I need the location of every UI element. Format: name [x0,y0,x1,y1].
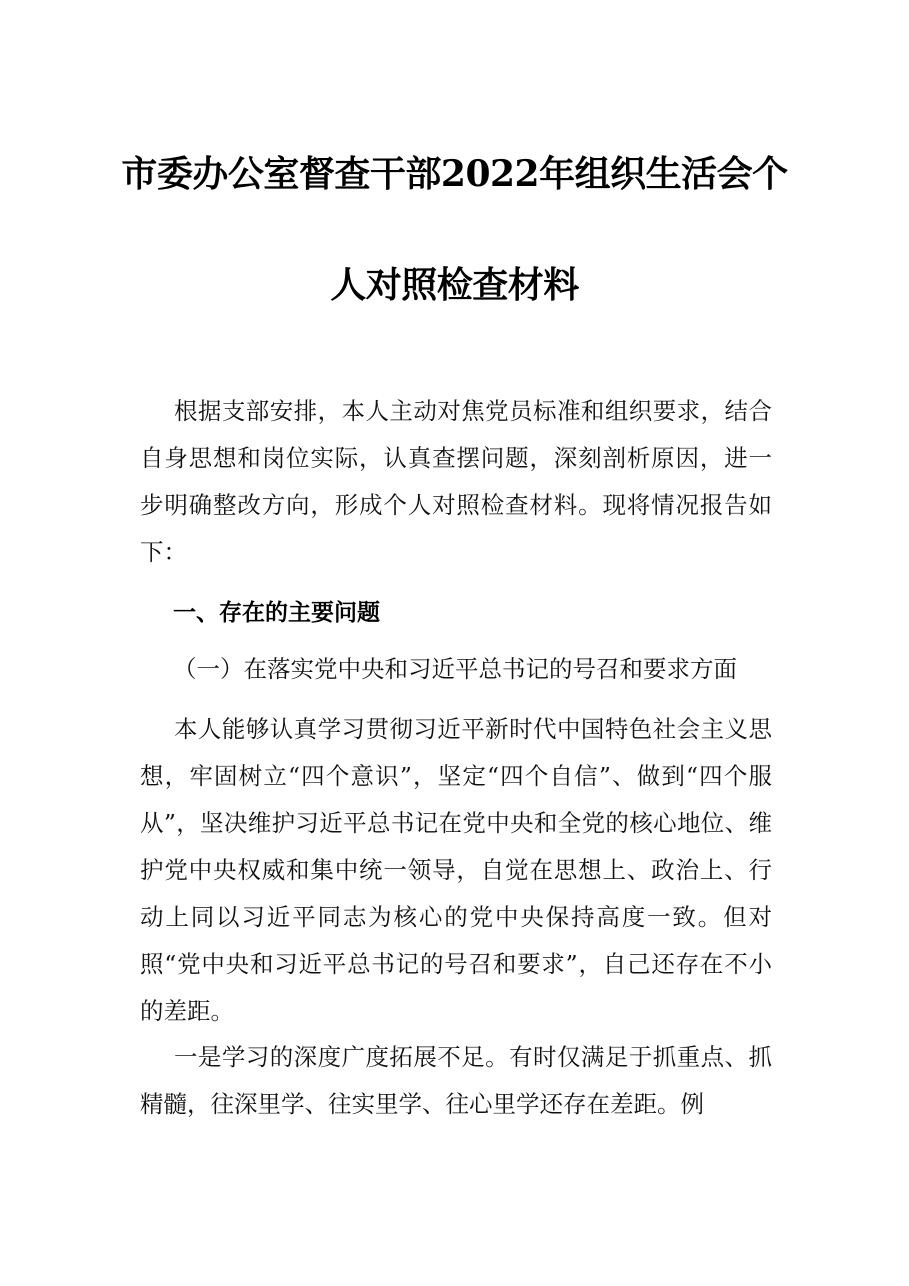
body-paragraph-2: 一是学习的深度广度拓展不足。有时仅满足于抓重点、抓精髓，往深里学、往实里学、往心里学还存在差距。例 [140,1043,772,1118]
subsection-heading: （一）在落实党中央和习近平总书记的号召和要求方面 [173,655,737,683]
document-title-line-1: 市委办公室督查干部2022年组织生活会个 [121,153,788,195]
document-title-line-2: 人对照检查材料 [330,264,579,306]
section-heading: 一、存在的主要问题 [173,600,380,626]
intro-paragraph: 根据支部安排，本人主动对焦党员标准和组织要求，结合自身思想和岗位实际，认真查摆问题，深刻剖析原因，进一步明确整改方向，形成个人对照检查材料。现将情况报告如下： [140,397,772,566]
body-paragraph-1: 本人能够认真学习贯彻习近平新时代中国特色社会主义思想，牢固树立“四个意识”，坚定“四个自信”、做到“四个服从”，坚决维护习近平总书记在党中央和全党的核心地位、维护党中央权威和集中统一领导，自觉在思想上、政治上、行动上同以习近平同志为核心的党中央保持高度一致。但对照“党中央和习近平总书记的号召和要求”，自己还存在不小的差距。 [140,715,772,1025]
